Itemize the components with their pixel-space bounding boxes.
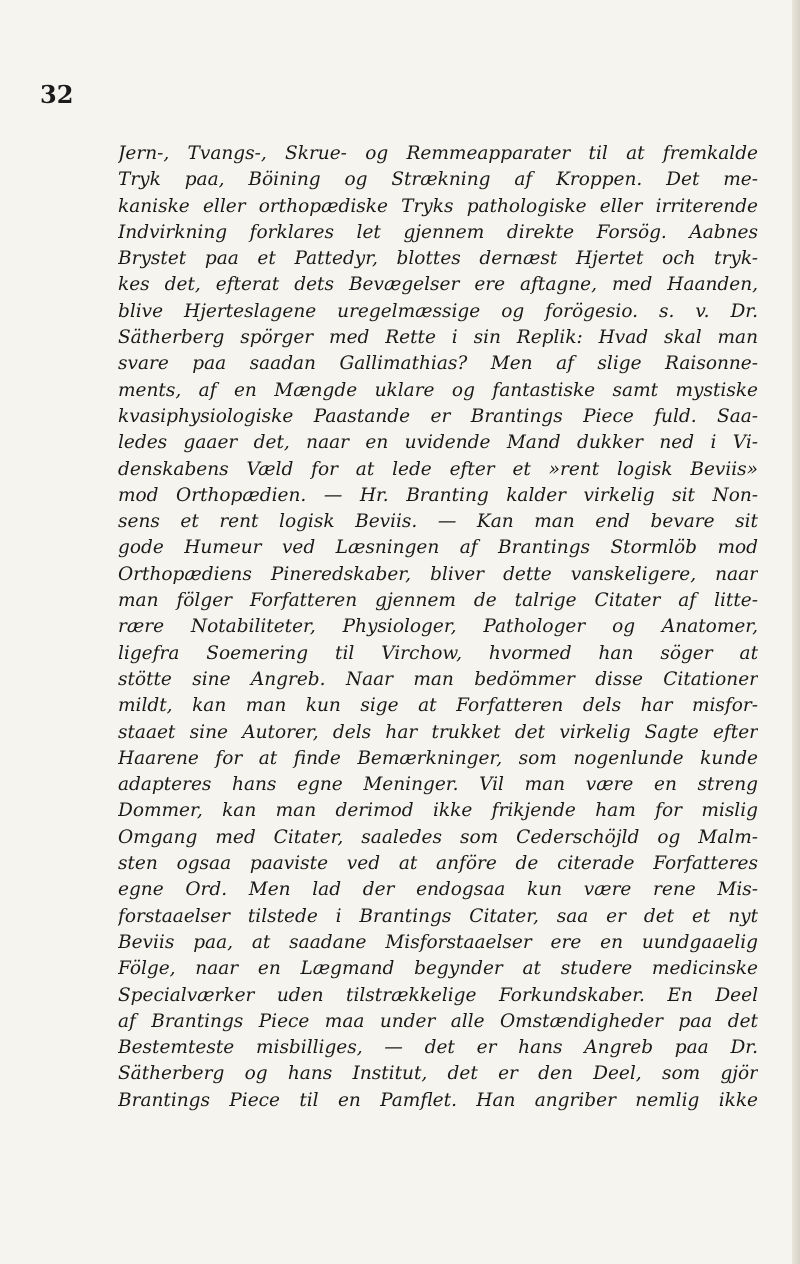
text-line: man fölger Forfatteren gjennem de talrige Citater af litte- bbox=[118, 590, 758, 612]
text-line: sens et rent logisk Beviis. — Kan man end bevare sit bbox=[118, 511, 758, 533]
text-line: kes det, efterat dets Bevægelser ere aftagne, med Haanden, bbox=[118, 274, 758, 296]
text-line: Omgang med Citater, saaledes som Cederschöjld og Malm- bbox=[118, 826, 758, 848]
text-line: Specialværker uden tilstrækkelige Forkundskaber. En Deel bbox=[118, 984, 758, 1006]
text-line: Beviis paa, at saadane Misforstaaelser ere en uundgaaelig bbox=[118, 931, 758, 953]
text-line: rære Notabiliteter, Physiologer, Pathologer og Anatomer, bbox=[118, 616, 758, 638]
text-line: mod Orthopædien. — Hr. Branting kalder virkelig sit Non- bbox=[118, 484, 758, 506]
text-line: svare paa saadan Gallimathias? Men af slige Raisonne- bbox=[118, 353, 758, 375]
body-text bbox=[118, 141, 758, 1114]
page-number: 32 bbox=[40, 80, 74, 109]
text-line: ledes gaaer det, naar en uvidende Mand dukker ned i Vi- bbox=[118, 432, 758, 454]
text-line: staaet sine Autorer, dels har trukket det virkelig Sagte efter bbox=[118, 721, 758, 743]
text-line: Fölge, naar en Lægmand begynder at studere medicinske bbox=[118, 958, 758, 980]
text-line: Haarene for at finde Bemærkninger, som nogenlunde kunde bbox=[118, 747, 758, 769]
text-line: Dommer, kan man derimod ikke frikjende ham for mislig bbox=[118, 800, 758, 822]
text-line: Indvirkning forklares let gjennem direkte Forsög. Aabnes bbox=[118, 221, 758, 243]
text-line: egne Ord. Men lad der endogsaa kun være rene Mis- bbox=[118, 879, 758, 901]
page-edge bbox=[792, 0, 800, 1264]
text-line: Jern-, Tvangs-, Skrue- og Remmeapparater til at fremkalde bbox=[118, 143, 758, 164]
text-line: sten ogsaa paaviste ved at anföre de citerade Forfatteres bbox=[118, 853, 758, 875]
text-line: stötte sine Angreb. Naar man bedömmer disse Citationer bbox=[118, 668, 758, 690]
text-line: Tryk paa, Böining og Strækning af Kroppen. Det me- bbox=[118, 169, 758, 191]
text-line: Sätherberg og hans Institut, det er den Deel, som gjör bbox=[118, 1063, 758, 1085]
text-line: ligefra Soemering til Virchow, hvormed han söger at bbox=[118, 642, 758, 664]
text-line: Bestemteste misbilliges, — det er hans Angreb paa Dr. bbox=[118, 1037, 758, 1059]
text-line: denskabens Væld for at lede efter et »rent logisk Beviis» bbox=[118, 458, 758, 480]
text-line: gode Humeur ved Læsningen af Brantings Stormlöb mod bbox=[118, 537, 758, 559]
text-line: ments, af en Mængde uklare og fantastiske samt mystiske bbox=[118, 379, 758, 401]
text-line: kaniske eller orthopædiske Tryks pathologiske eller irriterende bbox=[118, 195, 758, 217]
text-line: mildt, kan man kun sige at Forfatteren dels har misfor- bbox=[118, 695, 758, 717]
text-line: Brystet paa et Pattedyr, blottes dernæst Hjertet och tryk- bbox=[118, 248, 758, 270]
text-line: af Brantings Piece maa under alle Omstændigheder paa det bbox=[118, 1010, 758, 1032]
text-line: Orthopædiens Pineredskaber, bliver dette vanskeligere, naar bbox=[118, 563, 758, 585]
text-line: Brantings Piece til en Pamflet. Han angriber nemlig ikke bbox=[118, 1089, 758, 1111]
text-line: kvasiphysiologiske Paastande er Brantings Piece fuld. Saa- bbox=[118, 405, 758, 427]
text-line: blive Hjerteslagene uregelmæssige og forögesio. s. v. Dr. bbox=[118, 300, 758, 322]
text-line: adapteres hans egne Meninger. Vil man være en streng bbox=[118, 774, 758, 796]
text-line: forstaaelser tilstede i Brantings Citater, saa er det et nyt bbox=[118, 905, 758, 927]
text-line: Sätherberg spörger med Rette i sin Replik: Hvad skal man bbox=[118, 327, 758, 349]
